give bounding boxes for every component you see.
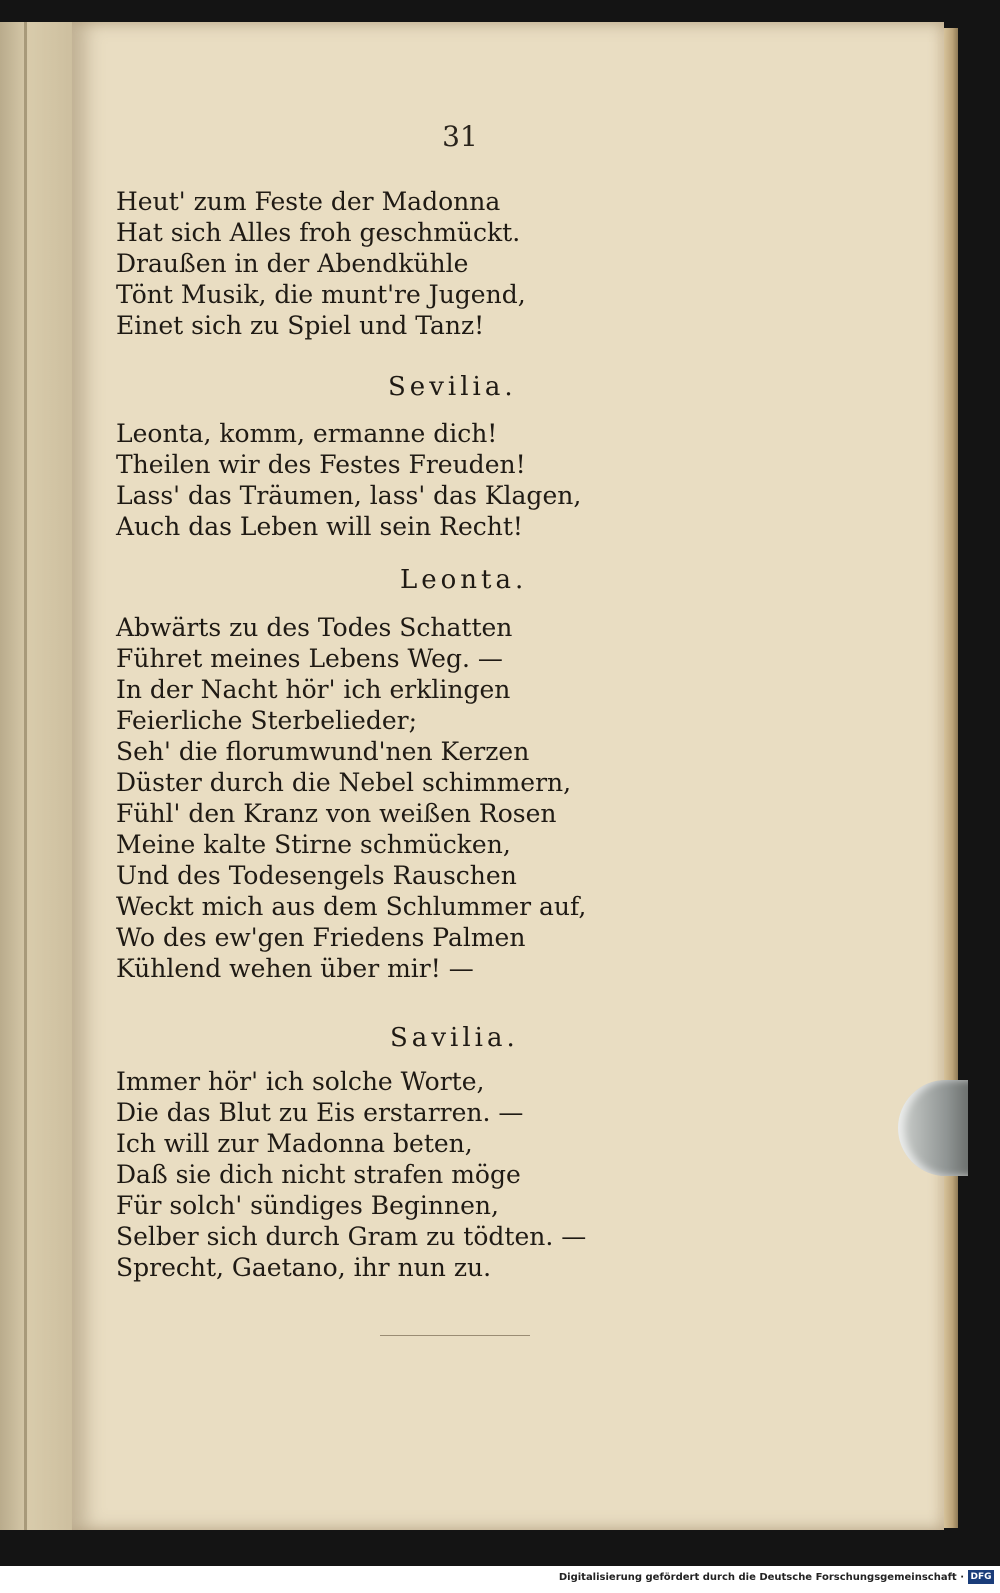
verse-line: Düster durch die Nebel schimmern, (116, 768, 572, 797)
dfg-logo: DFG (968, 1570, 994, 1584)
end-rule (380, 1335, 530, 1336)
verse-line: Heut' zum Feste der Madonna (116, 187, 501, 216)
verse-line: Leonta, komm, ermanne dich! (116, 419, 498, 448)
verse-line: Immer hör' ich solche Worte, (116, 1067, 485, 1096)
verse-line: Lass' das Träumen, lass' das Klagen, (116, 481, 582, 510)
verse-line: Auch das Leben will sein Recht! (116, 512, 523, 541)
page-block-edge (944, 28, 958, 1528)
stanza-3 (116, 612, 586, 984)
verse-line: In der Nacht hör' ich erklingen (116, 675, 511, 704)
left-page-edge (0, 22, 72, 1530)
verse-line: Sprecht, Gaetano, ihr nun zu. (116, 1253, 492, 1282)
verse-line: Feierliche Sterbelieder; (116, 706, 418, 735)
page-number: 31 (442, 120, 478, 153)
left-page-fold (24, 22, 27, 1530)
verse-line: Und des Todesengels Rauschen (116, 861, 517, 890)
speaker-sevilia: Sevilia. (388, 372, 517, 402)
verse-line: Abwärts zu des Todes Schatten (116, 613, 513, 642)
stanza-4 (116, 1066, 586, 1283)
verse-line: Seh' die florumwund'nen Kerzen (116, 737, 530, 766)
stanza-2 (116, 418, 581, 542)
verse-line: Für solch' sündiges Beginnen, (116, 1191, 499, 1220)
digitization-credit: Digitalisierung gefördert durch die Deutsche Forschungsgemeinschaft · (558, 1572, 964, 1583)
verse-line: Fühl' den Kranz von weißen Rosen (116, 799, 557, 828)
verse-line: Die das Blut zu Eis erstarren. — (116, 1098, 524, 1127)
verse-line: Kühlend wehen über mir! — (116, 954, 474, 983)
verse-line: Draußen in der Abendkühle (116, 249, 469, 278)
verse-line: Daß sie dich nicht strafen möge (116, 1160, 521, 1189)
verse-line: Meine kalte Stirne schmücken, (116, 830, 511, 859)
verse-line: Selber sich durch Gram zu tödten. — (116, 1222, 587, 1251)
stanza-1 (116, 186, 526, 341)
verse-line: Hat sich Alles froh geschmückt. (116, 218, 521, 247)
verse-line: Führet meines Lebens Weg. — (116, 644, 503, 673)
verse-line: Weckt mich aus dem Schlummer auf, (116, 892, 587, 921)
speaker-savilia: Savilia. (390, 1023, 519, 1053)
verse-line: Tönt Musik, die munt're Jugend, (116, 280, 526, 309)
speaker-leonta: Leonta. (400, 565, 528, 595)
verse-line: Wo des ew'gen Friedens Palmen (116, 923, 526, 952)
verse-line: Theilen wir des Festes Freuden! (116, 450, 526, 479)
verse-line: Ich will zur Madonna beten, (116, 1129, 473, 1158)
verse-line: Einet sich zu Spiel und Tanz! (116, 311, 485, 340)
